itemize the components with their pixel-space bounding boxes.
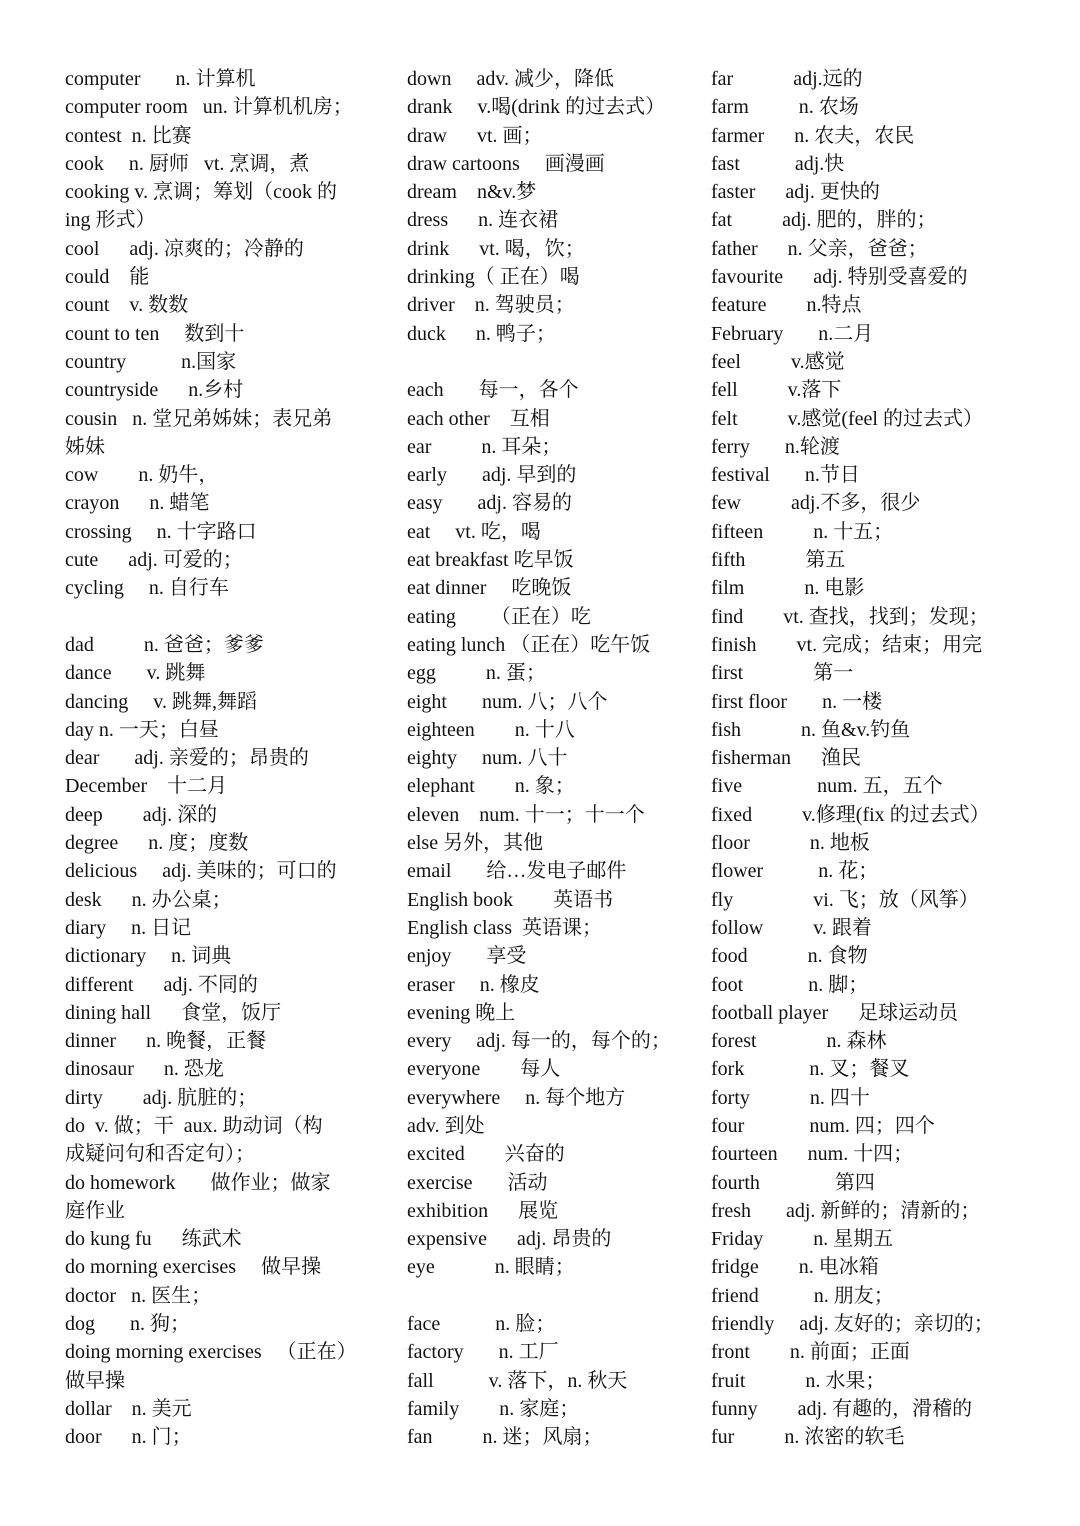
vocab-line: cool adj. 凉爽的；冷静的 <box>65 237 304 260</box>
vocab-line: elephant n. 象； <box>407 775 575 798</box>
vocab-line: funny adj. 有趣的，滑稽的 <box>711 1397 973 1420</box>
vocab-line: everywhere n. 每个地方 <box>407 1086 626 1109</box>
vocab-line: early adj. 早到的 <box>407 464 577 487</box>
vocab-line: cycling n. 自行车 <box>65 577 229 600</box>
vocab-line: ferry n.轮渡 <box>711 435 840 458</box>
vocab-line: deep adj. 深的 <box>65 803 218 826</box>
vocab-line: eighty num. 八十 <box>407 747 568 770</box>
vocab-line: crayon n. 蜡笔 <box>65 492 210 515</box>
vocab-line: down adv. 减少，降低 <box>407 68 615 90</box>
vocab-line: football player 足球运动员 <box>711 1001 959 1024</box>
vocab-line <box>407 348 692 376</box>
vocab-line: 成疑问句和否定句）； <box>65 1143 255 1166</box>
vocab-line: eating lunch （正在）吃午饭 <box>407 633 651 656</box>
vocab-line: computer n. 计算机 <box>65 68 256 90</box>
vocab-line: fish n. 鱼&v.钓鱼 <box>711 718 911 741</box>
vocab-line: drink vt. 喝，饮； <box>407 237 585 260</box>
vocab-line: doctor n. 医生； <box>65 1284 212 1307</box>
word-list-column-2 <box>407 65 692 1452</box>
vocab-line: feature n.特点 <box>711 294 862 317</box>
vocab-line: four num. 四；四个 <box>711 1114 935 1137</box>
vocab-line: do homework 做作业；做家 <box>65 1171 331 1194</box>
vocab-line: flower n. 花； <box>711 860 879 883</box>
vocab-line: dance v. 跳舞 <box>65 662 206 685</box>
vocab-line: adv. 到处 <box>407 1114 485 1137</box>
vocab-line: eleven num. 十一；十一个 <box>407 803 645 826</box>
vocab-line: ing 形式） <box>65 209 156 232</box>
vocab-line: few adj.不多，很少 <box>711 492 921 515</box>
vocab-line: first 第一 <box>711 662 854 685</box>
vocab-line: fridge n. 电冰箱 <box>711 1256 879 1279</box>
vocab-line: fixed v.修理(fix 的过去式） <box>711 803 990 826</box>
vocab-line: food n. 食物 <box>711 945 868 968</box>
vocab-line: do v. 做；干 aux. 助动词（构 <box>65 1114 323 1137</box>
vocab-line: dinner n. 晚餐，正餐 <box>65 1030 267 1053</box>
vocab-line: expensive adj. 昂贵的 <box>407 1228 612 1251</box>
vocab-line: first floor n. 一楼 <box>711 690 883 713</box>
vocab-line: face n. 脸； <box>407 1313 556 1336</box>
vocab-line: foot n. 脚； <box>711 973 869 996</box>
vocab-line: email 给…发电子邮件 <box>407 860 627 883</box>
vocab-line: fork n. 叉；餐叉 <box>711 1058 910 1081</box>
vocab-line: country n.国家 <box>65 350 237 373</box>
vocab-line: find vt. 查找，找到；发现； <box>711 605 989 628</box>
vocab-line: each other 互相 <box>407 407 550 430</box>
vocab-line: dress n. 连衣裙 <box>407 209 559 232</box>
vocab-line: fourteen num. 十四； <box>711 1143 914 1166</box>
vocab-line <box>65 603 375 631</box>
vocab-line: else 另外，其他 <box>407 832 544 855</box>
vocab-line: Friday n. 星期五 <box>711 1228 894 1251</box>
vocab-line: draw cartoons 画漫画 <box>407 152 605 175</box>
vocab-line: forest n. 森林 <box>711 1030 887 1053</box>
vocab-line: fifth 第五 <box>711 549 846 572</box>
vocab-line: every adj. 每一的，每个的； <box>407 1030 671 1053</box>
vocab-line: day n. 一天；白昼 <box>65 718 219 741</box>
word-list-column-1 <box>65 65 375 1452</box>
vocab-line: English book 英语书 <box>407 888 614 911</box>
vocab-line: fruit n. 水果； <box>711 1369 886 1392</box>
vocab-line: excited 兴奋的 <box>407 1143 565 1166</box>
vocab-line: count v. 数数 <box>65 294 189 317</box>
vocab-line: fur n. 浓密的软毛 <box>711 1426 905 1449</box>
vocab-line: eat dinner 吃晚饭 <box>407 577 572 600</box>
vocab-line: evening 晚上 <box>407 1001 516 1024</box>
vocab-line: 姊妹 <box>65 435 105 458</box>
vocab-line: count to ten 数到十 <box>65 322 245 345</box>
vocab-line: door n. 门； <box>65 1426 192 1449</box>
vocab-line: drank v.喝(drink 的过去式） <box>407 96 666 119</box>
vocab-line: eat vt. 吃，喝 <box>407 520 541 543</box>
vocab-line: cute adj. 可爱的； <box>65 549 243 572</box>
vocab-line: cook n. 厨师 vt. 烹调，煮 <box>65 152 310 175</box>
vocab-line: do morning exercises 做早操 <box>65 1256 322 1279</box>
vocab-line: eraser n. 橡皮 <box>407 973 540 996</box>
vocab-line: favourite adj. 特别受喜爱的 <box>711 266 968 289</box>
vocab-line: driver n. 驾驶员； <box>407 294 575 317</box>
vocab-line: degree n. 度；度数 <box>65 832 249 855</box>
vocab-line: fly vi. 飞；放（风筝） <box>711 888 979 911</box>
vocab-line: eat breakfast 吃早饭 <box>407 549 574 572</box>
vocab-line: eighteen n. 十八 <box>407 718 575 741</box>
vocab-line: February n.二月 <box>711 322 874 345</box>
vocab-line: dad n. 爸爸；爹爹 <box>65 633 264 656</box>
vocab-line: English class 英语课； <box>407 916 602 939</box>
vocab-line <box>407 1282 692 1310</box>
vocab-line: finish vt. 完成；结束；用完 <box>711 633 983 656</box>
vocab-line: dog n. 狗； <box>65 1313 190 1336</box>
vocab-line: diary n. 日记 <box>65 916 192 939</box>
word-list-column-3 <box>711 65 1011 1452</box>
vocab-line: enjoy 享受 <box>407 945 527 968</box>
vocab-line: festival n.节日 <box>711 464 860 487</box>
vocab-line: exhibition 展览 <box>407 1199 559 1222</box>
vocab-line: dining hall 食堂，饭厅 <box>65 1001 282 1024</box>
vocab-line: fall v. 落下，n. 秋天 <box>407 1369 628 1392</box>
vocab-line: fast adj.快 <box>711 152 845 175</box>
vocab-line: cow n. 奶牛， <box>65 464 219 487</box>
vocab-line: fan n. 迷；风扇； <box>407 1426 603 1449</box>
vocab-line: feel v.感觉 <box>711 350 845 373</box>
vocab-line: each 每一，各个 <box>407 379 579 402</box>
vocab-line: computer room un. 计算机机房； <box>65 96 353 119</box>
vocab-line: friend n. 朋友； <box>711 1284 894 1307</box>
vocab-line: fat adj. 肥的，胖的； <box>711 209 937 232</box>
vocab-line: egg n. 蛋； <box>407 662 546 685</box>
vocab-line: desk n. 办公桌； <box>65 888 232 911</box>
vocab-line: drinking（ 正在）喝 <box>407 266 580 289</box>
vocab-line: easy adj. 容易的 <box>407 492 572 515</box>
vocab-line: fourth 第四 <box>711 1171 875 1194</box>
vocab-line: dream n&v.梦 <box>407 181 537 204</box>
vocab-line: delicious adj. 美味的；可口的 <box>65 860 337 883</box>
vocab-line: forty n. 四十 <box>711 1086 870 1109</box>
vocab-line: friendly adj. 友好的；亲切的； <box>711 1313 994 1336</box>
vocab-line: family n. 家庭； <box>407 1397 580 1420</box>
vocab-line: farm n. 农场 <box>711 96 859 119</box>
vocab-line: fifteen n. 十五； <box>711 520 894 543</box>
vocab-line: front n. 前面；正面 <box>711 1341 910 1364</box>
vocab-line: five num. 五，五个 <box>711 775 943 798</box>
vocab-line: cooking v. 烹调；筹划（cook 的 <box>65 181 338 204</box>
vocab-line: fell v.落下 <box>711 379 842 402</box>
vocab-line: far adj.远的 <box>711 68 863 90</box>
vocab-line: eating （正在）吃 <box>407 605 591 628</box>
vocab-line: could 能 <box>65 266 150 289</box>
vocab-line: crossing n. 十字路口 <box>65 520 257 543</box>
vocab-line: duck n. 鸭子； <box>407 322 556 345</box>
vocab-line: everyone 每人 <box>407 1058 561 1081</box>
vocab-line: ear n. 耳朵； <box>407 435 562 458</box>
vocab-line: dancing v. 跳舞,舞蹈 <box>65 690 258 713</box>
vocab-line: faster adj. 更快的 <box>711 181 880 204</box>
vocab-line: fisherman 渔民 <box>711 747 861 770</box>
vocab-line: 庭作业 <box>65 1199 125 1222</box>
vocab-line: 做早操 <box>65 1369 125 1392</box>
vocab-line: film n. 电影 <box>711 577 865 600</box>
vocab-line: December 十二月 <box>65 775 228 798</box>
vocab-line: dirty adj. 肮脏的； <box>65 1086 258 1109</box>
vocab-line: dictionary n. 词典 <box>65 945 232 968</box>
vocab-line: factory n. 工厂 <box>407 1341 559 1364</box>
vocab-line: dear adj. 亲爱的；昂贵的 <box>65 747 309 770</box>
vocab-line: follow v. 跟着 <box>711 916 872 939</box>
vocab-line: farmer n. 农夫，农民 <box>711 124 915 147</box>
vocab-line: exercise 活动 <box>407 1171 548 1194</box>
vocab-line: floor n. 地板 <box>711 832 870 855</box>
vocab-line: different adj. 不同的 <box>65 973 258 996</box>
vocab-line: fresh adj. 新鲜的；清新的； <box>711 1199 981 1222</box>
vocab-line: eight num. 八；八个 <box>407 690 608 713</box>
vocab-line: countryside n.乡村 <box>65 379 244 402</box>
vocab-line: eye n. 眼睛； <box>407 1256 575 1279</box>
vocab-line: felt v.感觉(feel 的过去式） <box>711 407 983 430</box>
vocab-line: draw vt. 画； <box>407 124 543 147</box>
vocab-line: cousin n. 堂兄弟姊妹；表兄弟 <box>65 407 333 430</box>
vocab-line: dinosaur n. 恐龙 <box>65 1058 224 1081</box>
vocab-line: contest n. 比赛 <box>65 124 192 147</box>
vocab-line: doing morning exercises （正在） <box>65 1341 357 1364</box>
vocab-line: father n. 父亲，爸爸； <box>711 237 928 260</box>
vocab-line: do kung fu 练武术 <box>65 1228 242 1251</box>
vocab-line: dollar n. 美元 <box>65 1397 192 1420</box>
